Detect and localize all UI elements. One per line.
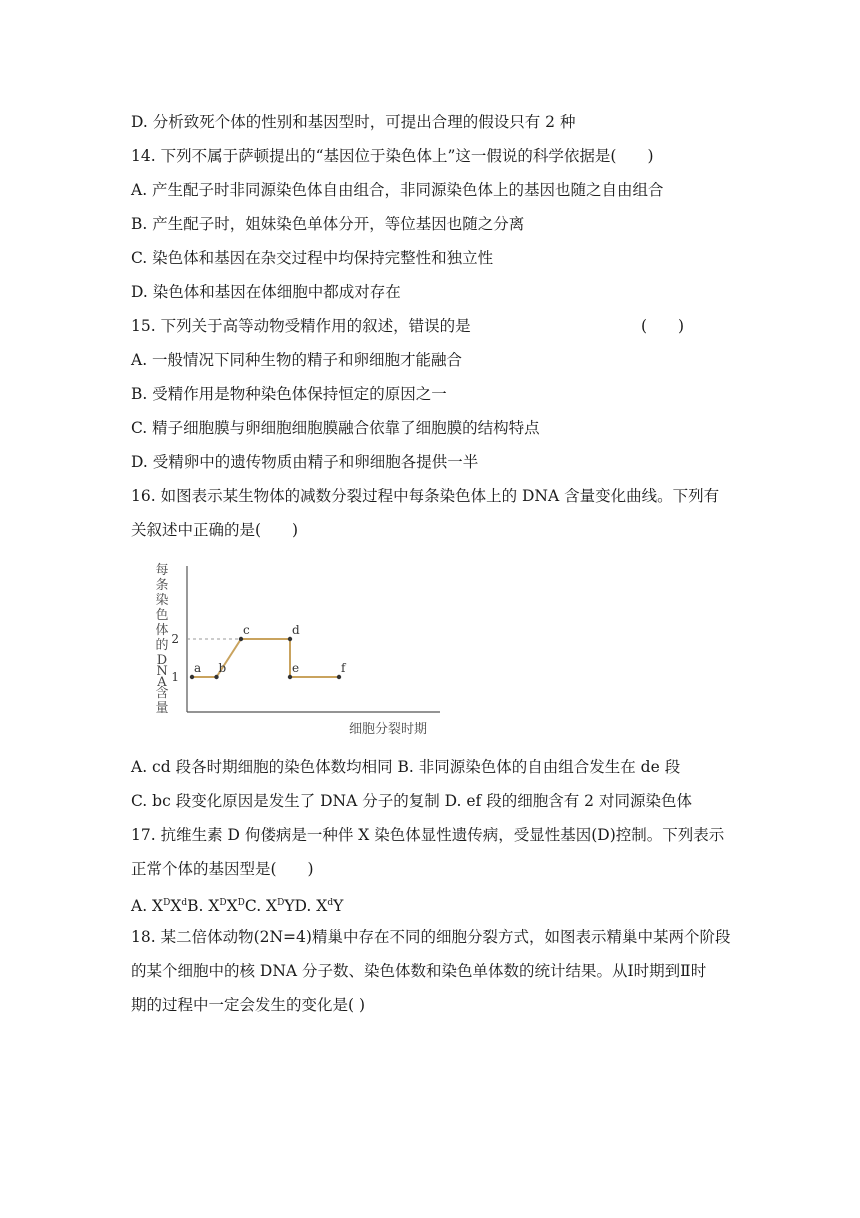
data-point-d <box>288 637 292 641</box>
q13-option-d: D. 分析致死个体的性别和基因型时，可提出合理的假设只有 2 种 <box>131 113 576 131</box>
point-label-b: b <box>218 661 227 675</box>
point-label-f: f <box>341 661 346 675</box>
q14-option-c: C. 染色体和基因在杂交过程中均保持完整性和独立性 <box>131 249 494 267</box>
q18-stem-2: 的某个细胞中的核 DNA 分子数、染色体数和染色单体数的统计结果。从Ⅰ时期到Ⅱ时 <box>131 962 707 980</box>
x-axis-label: 细胞分裂时期 <box>348 722 428 737</box>
q17-stem-1: 17. 抗维生素 D 佝偻病是一种伴 X 染色体显性遗传病，受显性基因(D)控制。下列表示 <box>131 826 725 844</box>
y-axis-label-char-4: 体 <box>155 623 169 638</box>
data-point-b <box>214 675 218 679</box>
q15-option-b: B. 受精作用是物种染色体保持恒定的原因之一 <box>131 385 447 403</box>
q15-option-c: C. 精子细胞膜与卵细胞细胞膜融合依靠了细胞膜的结构特点 <box>131 419 540 437</box>
q16-options-cd: C. bc 段变化原因是发生了 DNA 分子的复制 D. ef 段的细胞含有 2 对同源染色体 <box>131 792 692 810</box>
point-label-e: e <box>292 661 300 675</box>
q14-stem: 14. 下列不属于萨顿提出的“基因位于染色体上”这一假说的科学依据是( ) <box>131 147 654 165</box>
q15-stem: 15. 下列关于高等动物受精作用的叙述，错误的是 <box>131 317 471 335</box>
q15-option-a: A. 一般情况下同种生物的精子和卵细胞才能融合 <box>131 351 463 369</box>
point-label-c: c <box>243 623 250 637</box>
q16-options-ab: A. cd 段各时期细胞的染色体数均相同 B. 非同源染色体的自由组合发生在 de 段 <box>131 758 681 776</box>
y-axis-label-char-6: D <box>156 653 168 668</box>
y-axis-label-char-3: 色 <box>155 608 169 623</box>
q18-stem-3: 期的过程中一定会发生的变化是( ) <box>131 996 366 1014</box>
y-axis-label-char-8: A <box>157 675 167 690</box>
point-label-d: d <box>292 623 300 637</box>
y-axis-label-char-7: N <box>156 664 168 679</box>
q16-stem-1: 16. 如图表示某生物体的减数分裂过程中每条染色体上的 DNA 含量变化曲线。下列有 <box>131 487 720 505</box>
q15-answer-paren: ( ) <box>641 317 685 335</box>
q15-option-d: D. 受精卵中的遗传物质由精子和卵细胞各提供一半 <box>131 453 479 471</box>
q16-stem-2: 关叙述中正确的是( ) <box>131 521 299 539</box>
y-tick-label-2: 2 <box>171 632 179 646</box>
y-axis-label-char-1: 条 <box>155 578 169 593</box>
y-tick-label-1: 1 <box>171 670 179 684</box>
y-axis-label-char-2: 染 <box>155 593 169 608</box>
q17-stem-2: 正常个体的基因型是( ) <box>131 860 314 878</box>
data-point-a <box>190 675 194 679</box>
y-axis-label-char-10: 量 <box>155 701 169 716</box>
q14-option-a: A. 产生配子时非同源染色体自由组合，非同源染色体上的基因也随之自由组合 <box>131 181 664 199</box>
q17-option-a: A. $X^DX^d$ <box>131 897 188 915</box>
data-point-e <box>288 675 292 679</box>
q17-option-b: B. $X^DX^D$ <box>187 897 245 915</box>
point-label-a: a <box>194 661 202 675</box>
y-axis-label-char-0: 每 <box>155 563 169 578</box>
q14-option-b: B. 产生配子时，姐妹染色单体分开，等位基因也随之分离 <box>131 215 525 233</box>
y-axis-label-char-5: 的 <box>155 638 169 653</box>
q14-option-d: D. 染色体和基因在体细胞中都成对存在 <box>131 283 401 301</box>
q17-options <box>131 893 343 916</box>
data-point-f <box>337 675 341 679</box>
q18-stem-1: 18. 某二倍体动物(2N=4)精巢中存在不同的细胞分裂方式，如图表示精巢中某两个阶段 <box>131 928 731 946</box>
dna-content-chart <box>150 560 450 750</box>
y-axis-label-char-9: 含 <box>155 686 169 701</box>
q17-option-c: C. $X^DY$ <box>244 897 295 915</box>
data-point-c <box>239 637 243 641</box>
q17-option-d: D. $X^dY$ <box>294 897 344 915</box>
